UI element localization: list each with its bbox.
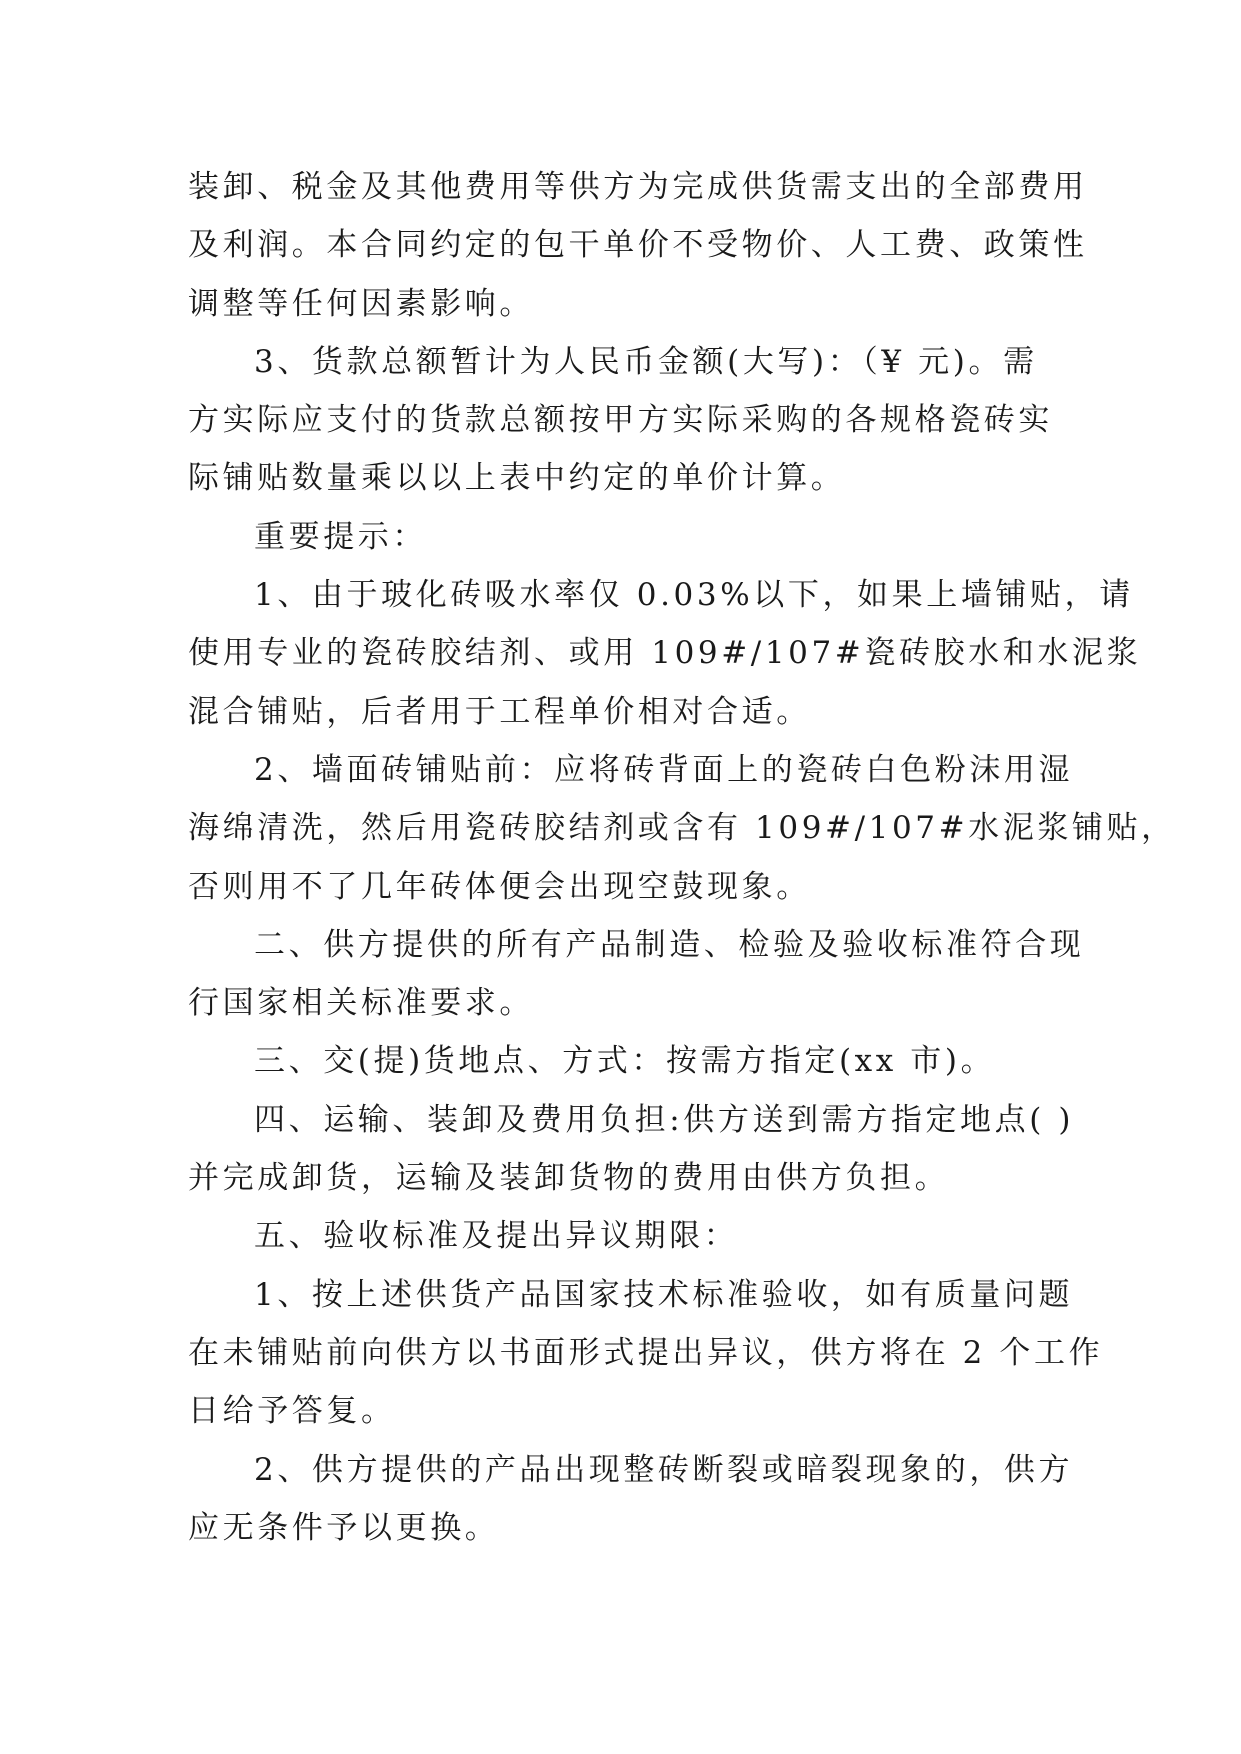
text-line: 混合铺贴，后者用于工程单价相对合适。 xyxy=(188,693,811,730)
text-line: 五、验收标准及提出异议期限： xyxy=(254,1218,739,1255)
text-line: 并完成卸货，运输及装卸货物的费用由供方负担。 xyxy=(188,1160,950,1197)
text-line: 日给予答复。 xyxy=(188,1393,396,1430)
text-line: 2、供方提供的产品出现整砖断裂或暗裂现象的，供方 xyxy=(254,1451,1074,1488)
text-line: 三、交(提)货地点、方式：按需方指定(xx 市)。 xyxy=(254,1043,996,1080)
text-line: 四、运输、装卸及费用负担:供方送到需方指定地点( ) xyxy=(254,1101,1075,1138)
text-line: 3、货款总额暂计为人民币金额(大写)：（¥ 元)。需 xyxy=(254,343,1038,380)
text-line: 重要提示： xyxy=(254,518,427,555)
text-line: 否则用不了几年砖体便会出现空鼓现象。 xyxy=(188,868,811,905)
text-line: 1、按上述供货产品国家技术标准验收，如有质量问题 xyxy=(254,1276,1074,1313)
text-line: 1、由于玻化砖吸水率仅 0.03%以下，如果上墙铺贴，请 xyxy=(254,577,1134,614)
text-line: 行国家相关标准要求。 xyxy=(188,985,534,1022)
text-line: 海绵清洗，然后用瓷砖胶结剂或含有 109#/107#水泥浆铺贴， xyxy=(188,810,1176,847)
text-line: 在未铺贴前向供方以书面形式提出异议，供方将在 2 个工作 xyxy=(188,1334,1104,1371)
text-line: 方实际应支付的货款总额按甲方实际采购的各规格瓷砖实 xyxy=(188,402,1053,439)
text-line: 调整等任何因素影响。 xyxy=(188,285,534,322)
text-line: 二、供方提供的所有产品制造、检验及验收标准符合现 xyxy=(254,926,1085,963)
text-line: 及利润。本合同约定的包干单价不受物价、人工费、政策性 xyxy=(188,227,1088,264)
text-line: 际铺贴数量乘以以上表中约定的单价计算。 xyxy=(188,460,846,497)
document-body xyxy=(188,158,1176,1557)
text-line: 2、墙面砖铺贴前：应将砖背面上的瓷砖白色粉沫用湿 xyxy=(254,751,1074,788)
text-line: 应无条件予以更换。 xyxy=(188,1509,500,1546)
text-line: 装卸、税金及其他费用等供方为完成供货需支出的全部费用 xyxy=(188,169,1088,205)
text-line: 使用专业的瓷砖胶结剂、或用 109#/107#瓷砖胶水和水泥浆 xyxy=(188,635,1142,672)
